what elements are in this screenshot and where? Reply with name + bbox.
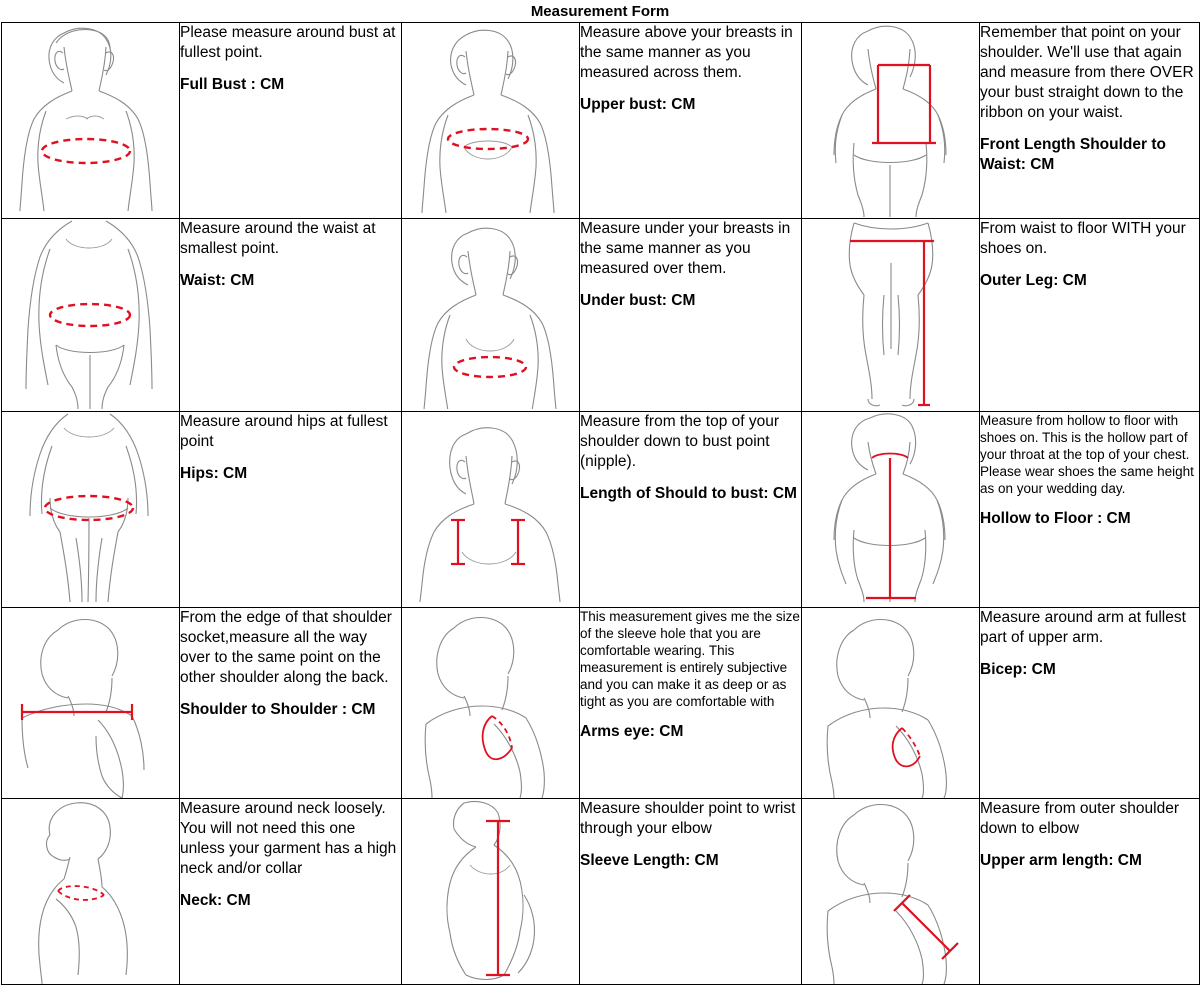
measurement-label: Full Bust : CM [180,76,285,93]
text-cell-upper-bust [580,23,802,219]
figure-cell-full-bust [2,23,180,219]
figure-cell-hips [2,412,180,608]
text-cell-sleeve-length [580,799,802,985]
text-cell-outer-leg [980,219,1200,412]
description-text: Measure above your breasts in the same manner as you measured across them. [580,24,793,81]
figure-cell-upper-bust [402,23,580,219]
measurement-label: Outer Leg: CM [980,272,1087,289]
text-cell-under-bust [580,219,802,412]
page-title: Measurement Form [530,3,670,20]
front-torso-waist-icon [6,219,176,409]
description-text: Measure from the top of your shoulder down to bust point (nipple). [580,413,780,470]
upper-arm-length-icon [806,799,976,984]
legs-outer-leg-icon [806,219,976,411]
measurement-label: Waist: CM [180,272,255,289]
figure-cell-front-length [802,23,980,219]
front-torso-bust-icon [6,23,176,213]
text-cell-shoulder-to-bust [580,412,802,608]
bicep-icon [806,608,976,798]
description-text: Measure around arm at fullest part of upper arm. [980,609,1186,646]
front-torso-under-bust-icon [406,219,576,409]
sleeve-length-icon [406,799,576,984]
figure-cell-bicep [802,608,980,799]
front-figure-shoulder-to-waist-icon [806,23,976,218]
table-row [2,412,1200,608]
front-torso-upper-bust-icon [406,23,576,213]
measurement-label: Front Length Shoulder to Waist: CM [980,136,1166,173]
description-text: Measure shoulder point to wrist through your elbow [580,800,796,837]
description-text: Measure from outer shoulder down to elbow [980,800,1180,837]
description-text: From waist to floor WITH your shoes on. [980,220,1186,257]
table-row [2,799,1200,985]
front-torso-hips-icon [6,412,176,602]
measurement-label: Neck: CM [180,892,251,909]
figure-cell-shoulder-to-bust [402,412,580,608]
figure-cell-upper-arm-length [802,799,980,985]
text-cell-arms-eye [580,608,802,799]
description-text: From the edge of that shoulder socket,measure all the way over to the same point on the other shoulder along the back. [180,609,392,686]
figure-cell-neck [2,799,180,985]
text-cell-shoulder-to-shoulder [180,608,402,799]
text-cell-upper-arm-length [980,799,1200,985]
table-row [2,219,1200,412]
table-row [2,608,1200,799]
description-text: This measurement gives me the size of the sleeve hole that you are comfortable wearing. This measurement is entirely subjective and you can make it as deep or as tight as you are comfortable with [580,609,800,709]
measurement-label: Under bust: CM [580,292,696,309]
text-cell-hollow-to-floor [980,412,1200,608]
figure-cell-sleeve-length [402,799,580,985]
arms-eye-icon [406,608,576,798]
back-shoulder-to-shoulder-icon [6,608,176,798]
description-text: Please measure around bust at fullest point. [180,24,396,61]
figure-cell-hollow-to-floor [802,412,980,608]
description-text: Measure around hips at fullest point [180,413,388,450]
figure-cell-waist [2,219,180,412]
neck-profile-icon [6,799,176,984]
text-cell-hips [180,412,402,608]
table-row [2,23,1200,219]
description-text: Measure from hollow to floor with shoes on. This is the hollow part of your throat at the top of your chest. Please wear shoes the same height as on your wedding day. [980,413,1194,496]
measurement-label: Length of Should to bust: CM [580,485,797,502]
measurement-label: Hollow to Floor : CM [980,510,1131,527]
measurement-label: Sleeve Length: CM [580,852,719,869]
text-cell-full-bust [180,23,402,219]
figure-cell-outer-leg [802,219,980,412]
measurement-label: Hips: CM [180,465,248,482]
figure-cell-shoulder-to-shoulder [2,608,180,799]
description-text: Measure around neck loosely. You will not need this one unless your garment has a high neck and/or collar [180,800,397,877]
description-text: Measure around the waist at smallest point. [180,220,376,257]
description-text: Remember that point on your shoulder. We'll use that again and measure from there OVER your bust straight down to the ribbon on your waist. [980,24,1194,121]
measurement-label: Shoulder to Shoulder : CM [180,701,376,718]
hollow-to-floor-icon [806,412,976,607]
measurement-label: Upper bust: CM [580,96,696,113]
text-cell-bicep [980,608,1200,799]
description-text: Measure under your breasts in the same manner as you measured over them. [580,220,791,277]
measurement-table [1,22,1200,985]
text-cell-front-length [980,23,1200,219]
text-cell-neck [180,799,402,985]
shoulder-to-bust-icon [406,412,576,602]
figure-cell-arms-eye [402,608,580,799]
figure-cell-under-bust [402,219,580,412]
text-cell-waist [180,219,402,412]
measurement-label: Bicep: CM [980,661,1056,678]
measurement-label: Upper arm length: CM [980,852,1142,869]
measurement-label: Arms eye: CM [580,723,684,740]
